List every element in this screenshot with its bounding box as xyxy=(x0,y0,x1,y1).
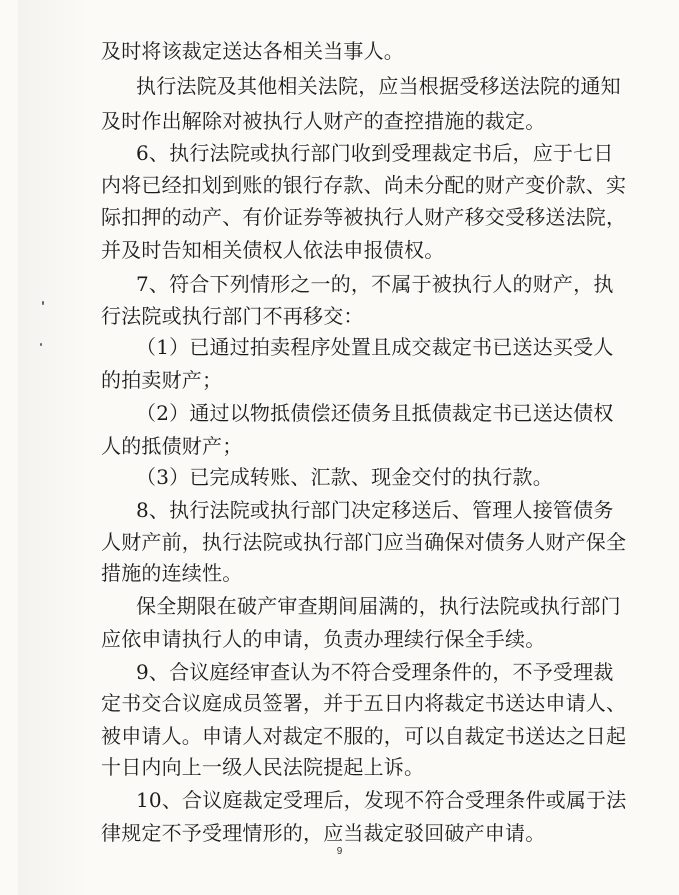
scan-shadow xyxy=(18,0,88,895)
text-line: 措施的连续性。 xyxy=(101,561,243,585)
text-line: （1）已通过拍卖程序处置且成交裁定书已送达买受人 xyxy=(136,335,614,359)
text-line: 行法院或执行部门不再移交： xyxy=(101,304,364,328)
text-line: 6、执行法院或执行部门收到受理裁定书后，应于七日 xyxy=(136,141,614,165)
scan-speck xyxy=(40,343,42,346)
text-line: 保全期限在破产审查期间届满的，执行法院或执行部门 xyxy=(136,594,621,618)
text-line: 10、合议庭裁定受理后，发现不符合受理条件或属于法 xyxy=(136,788,627,812)
text-line: 应依申请执行人的申请，负责办理续行保全手续。 xyxy=(101,627,546,651)
text-line: 人的抵债财产； xyxy=(101,434,243,458)
text-line: 7、符合下列情形之一的，不属于被执行人的财产，执 xyxy=(136,272,614,296)
text-line: 律规定不予受理情形的，应当裁定驳回破产申请。 xyxy=(101,821,546,845)
text-line: 并及时告知相关债权人依法申报债权。 xyxy=(101,238,445,262)
text-line: 人财产前，执行法院或执行部门应当确保对债务人财产保全 xyxy=(101,530,627,554)
text-line: 及时将该裁定送达各相关当事人。 xyxy=(101,39,404,63)
text-line: 际扣押的动产、有价证券等被执行人财产移交受移送法院， xyxy=(101,205,627,229)
text-line: 及时作出解除对被执行人财产的查控措施的裁定。 xyxy=(101,109,546,133)
page-number: 9 xyxy=(336,846,343,857)
text-line: 的拍卖财产； xyxy=(101,368,223,392)
text-line: 被申请人。申请人对裁定不服的，可以自裁定书送达之日起 xyxy=(101,724,627,748)
text-line: 内将已经扣划到账的银行存款、尚未分配的财产变价款、实 xyxy=(101,173,627,197)
text-line: （2）通过以物抵债偿还债务且抵债裁定书已送达债权 xyxy=(136,401,614,425)
text-line: （3）已完成转账、汇款、现金交付的执行款。 xyxy=(136,465,553,489)
text-line: 定书交合议庭成员签署，并于五日内将裁定书送达申请人、 xyxy=(101,691,627,715)
scan-speck xyxy=(42,301,44,305)
text-line: 执行法院及其他相关法院，应当根据受移送法院的通知 xyxy=(136,74,621,98)
text-line: 十日内向上一级人民法院提起上诉。 xyxy=(101,755,425,779)
text-line: 9、合议庭经审查认为不符合受理条件的，不予受理裁 xyxy=(136,660,614,684)
text-line: 8、执行法院或执行部门决定移送后、管理人接管债务 xyxy=(136,498,614,522)
